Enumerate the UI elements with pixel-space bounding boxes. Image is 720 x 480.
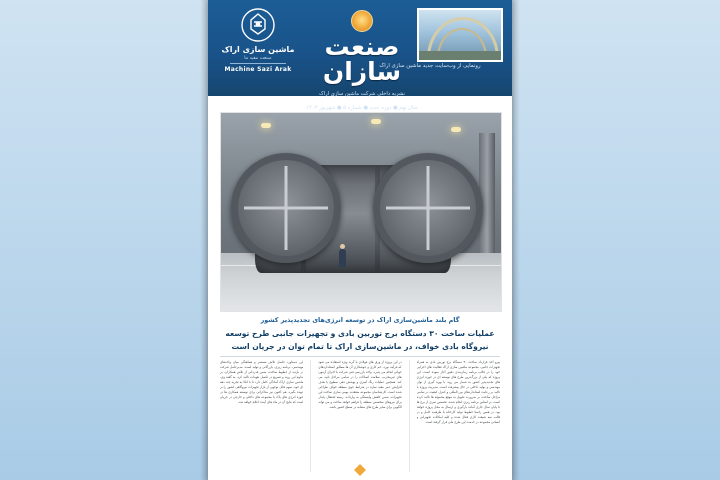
left-margin: [0, 0, 208, 480]
article-headline: [220, 328, 500, 354]
brand-name-fa: ماشین سازی اراک: [221, 45, 295, 54]
masthead-photo-caption: رونمایی از وب‌سایت جدید ماشین سازی اراک: [379, 63, 481, 69]
hero-image: [220, 112, 502, 312]
ceiling-lamp-icon: [261, 123, 271, 128]
paper-sheet: [208, 0, 512, 480]
publication-subtitle-2: سال نهم ● دوره جدید ● شماره ۵ ● شهریور ۱۴۰۳: [306, 105, 418, 112]
ceiling-lamp-icon: [451, 127, 461, 132]
worker-figure: [339, 249, 346, 267]
brand-name-en: Machine Sazi Arak: [224, 66, 292, 74]
column-divider: [409, 360, 410, 472]
right-margin: [512, 0, 720, 480]
sheet-shadow-left: [200, 0, 208, 480]
machine-sazi-arak-logo-icon: [241, 8, 275, 42]
ring-spoke-horizontal: [244, 207, 328, 210]
sun-logo-icon: [351, 10, 373, 32]
article-column-2: در این پروژه از ورق های فولادی با گرید ویژه استفاده می شود که فرآیند نورد، خم کاری و جوشکاری آن ها مطابق استانداردهای جهانی انجام می پذیرد. واحد بازرسی فنی شرکت با اجرای آزمون های غیرمخرب، سلامت اتصالات را در تمامی مراحل تایید می کند. همچنین عملیات رنگ آمیزی و پوشش دهی سطوح با هدف افزایش عمر مفید سازه در شرایط جوی منطقه خواف طراحی شده است. کارشناسان مجموعه معتقدند بومی سازی ساخت این تجهیزات، ضمن کاهش وابستگی به واردات، زمینه اشتغال پایدار برای نیروهای متخصص منطقه را فراهم خواهد ساخت و می تواند الگویی برای سایر طرح های مشابه در سطح کشور باشد.: [318, 360, 402, 409]
sheet-shadow-right: [512, 0, 520, 480]
article-column-1: پیرو اخذ قرارداد ساخت ۳۰ دستگاه برج توربین بادی به همراه تجهیزات جانبی، مجموعه ماشین سازی اراک فعالیت های اجرایی خود را در قالب برنامه زمان‌بندی دقیق آغاز نموده است. این پروژه که یکی از بزرگ‌ترین طرح های توسعه ای در حوزه انرژی های تجدیدپذیر کشور به شمار می رود، با بهره گیری از توان مهندسی و تولید داخلی در حال پیشرفت است. مدیریت پروژه با تاکید بر رعایت استانداردهای بین المللی و کنترل کیفیت در تمامی مراحل ساخت، بر ضرورت تحویل به موقع محموله ها تاکید کرده است. بر اساس برنامه ریزی انجام شده، نخستین سری از برج ها تا پایان سال جاری آماده بارگیری و ارسال به محل پروژه خواهد بود. در همین راستا خطوط تولید کارخانه با ظرفیت کامل و در قالب سه شیفت کاری فعال شده و کلیه امکانات تجهیزاتی و انسانی مجموعه در خدمت این طرح ملی قرار گرفته است.: [416, 360, 500, 424]
masthead: [208, 0, 512, 112]
arch-structure-photo: [417, 8, 503, 62]
brand-divider: [230, 63, 286, 64]
article-column-3: این دستاورد حاصل تلاش مستمر و هماهنگی میان واحدهای مهندسی، برنامه ریزی، بازرگانی و تولید است. مدیرعامل شرکت در بازدید از خطوط ساخت، ضمن قدردانی از تلاش همکاران، بر تداوم این روند و تسریع در تکمیل تعهدات تاکید کرد. به گفته وی، ماشین سازی اراک آمادگی کامل دارد تا با اتکا به تجربه چند دهه ای خود، سهم قابل توجهی از بازار تجهیزات نیروگاهی کشور را بر عهده بگیرد. هم اکنون نیز مذاکراتی برای توسعه همکاری ها در حوزه انرژی های پاک با مجموعه های داخلی و خارجی در جریان است که نتایج آن در ماه های آینده اعلام خواهد شد.: [220, 360, 304, 404]
article-kicker: گام بلند ماشین‌سازی اراک در توسعه انرژی‌های تجدیدپذیر کشور: [260, 316, 460, 324]
kiln-ring-left: [231, 153, 341, 263]
ring-spoke-horizontal: [386, 207, 470, 210]
ceiling-lamp-icon: [371, 119, 381, 124]
article-columns: [220, 360, 500, 472]
column-divider: [310, 360, 311, 472]
headline-line-1: عملیات ساخت ۳۰ دستگاه برج توربین بادی و تجهیزات جانبی طرح توسعه: [225, 329, 495, 338]
publication-title: صنعت سازان: [322, 32, 402, 86]
headline-line-2: نیروگاه بادی خواف، در ماشین‌سازی اراک تا تمام توان در جریان است: [231, 341, 489, 351]
publication-subtitle-1: نشریه داخلی شرکت ماشین سازی اراک: [319, 91, 405, 97]
headline-divider: [220, 356, 500, 357]
photo-ground: [419, 51, 501, 60]
brand-block: [216, 8, 300, 73]
brand-slogan-fa: صنعت مفید ما: [244, 56, 272, 62]
kiln-ring-right: [373, 153, 483, 263]
